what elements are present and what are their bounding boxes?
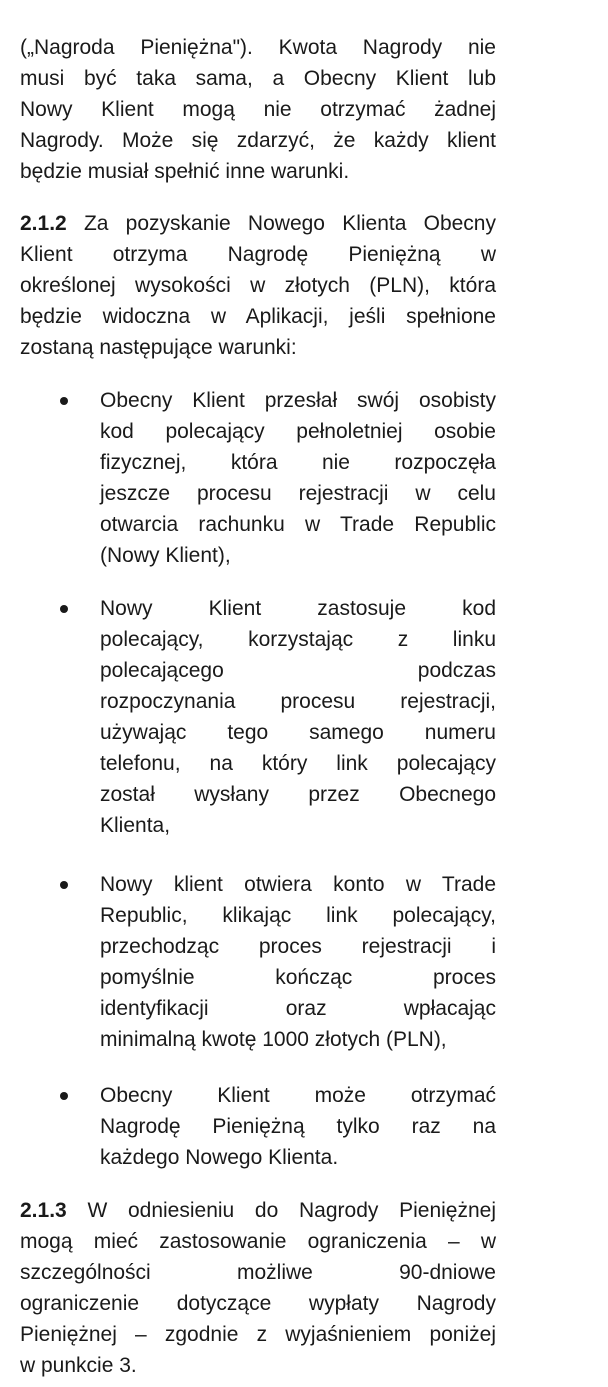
text-line	[20, 208, 496, 239]
bullet-icon	[60, 397, 68, 405]
text-line: przechodząc proces rejestracji i	[100, 935, 496, 958]
section-number: 2.1.2	[20, 212, 67, 235]
text-line: ograniczenie dotyczące wypłaty Nagrody	[20, 1292, 496, 1315]
text-fragment: W odniesieniu do Nagrody Pieniężnej	[87, 1199, 496, 1222]
text-line: otwarcia rachunku w Trade Republic	[100, 513, 496, 536]
text-line: fizycznej, która nie rozpoczęła	[100, 451, 496, 474]
text-line: szczególności możliwe 90-dniowe	[20, 1261, 496, 1284]
text-line: musi być taka sama, a Obecny Klient lub	[20, 67, 496, 90]
text-line: identyfikacji oraz wpłacając	[100, 997, 496, 1020]
text-line: mogą mieć zastosowanie ograniczenia – w	[20, 1230, 496, 1253]
text-line: Pieniężnej – zgodnie z wyjaśnieniem poniżej	[20, 1323, 496, 1346]
text-line: Nowy Klient zastosuje kod	[100, 597, 496, 620]
text-line: („Nagroda Pieniężna"). Kwota Nagrody nie	[20, 36, 496, 59]
list-item	[60, 385, 496, 571]
text-line: będzie musiał spełnić inne warunki.	[20, 160, 350, 183]
text-line: został wysłany przez Obecnego	[100, 783, 496, 806]
bullet-icon	[60, 881, 68, 889]
text-line: pomyślnie kończąc proces	[100, 966, 496, 989]
text-line: Obecny Klient może otrzymać	[100, 1084, 496, 1107]
text-line: używając tego samego numeru	[100, 721, 496, 744]
text-line: w punkcie 3.	[20, 1354, 137, 1377]
text-fragment: Za pozyskanie Nowego Klienta Obecny	[83, 212, 496, 235]
text-line: Nowy klient otwiera konto w Trade	[100, 873, 496, 896]
text-line: rozpoczynania procesu rejestracji,	[100, 690, 496, 713]
text-line: określonej wysokości w złotych (PLN), która	[20, 274, 496, 297]
bullet-icon	[60, 605, 68, 613]
section-2-1-3	[20, 1195, 496, 1381]
text-line: Obecny Klient przesłał swój osobisty	[100, 389, 496, 412]
text-line: kod polecający pełnoletniej osobie	[100, 420, 496, 443]
text-line: telefonu, na który link polecający	[100, 752, 496, 775]
text-line: polecający, korzystając z linku	[100, 628, 496, 651]
text-line: Nagrody. Może się zdarzyć, że każdy klient	[20, 129, 496, 152]
text-line: (Nowy Klient),	[100, 544, 231, 567]
text-line	[20, 1195, 496, 1226]
list-item-text	[100, 385, 496, 571]
text-line: jeszcze procesu rejestracji w celu	[100, 482, 496, 505]
list-item	[60, 593, 496, 841]
text-line: Klienta,	[100, 814, 171, 837]
text-line: będzie widoczna w Aplikacji, jeśli spełnione	[20, 305, 496, 328]
paragraph-intro	[20, 32, 496, 187]
list-item	[60, 1080, 496, 1173]
text-line: polecającego podczas	[100, 659, 496, 682]
text-line: Klient otrzyma Nagrodę Pieniężną w	[20, 243, 496, 266]
text-line: minimalną kwotę 1000 złotych (PLN),	[100, 1028, 447, 1051]
text-line: każdego Nowego Klienta.	[100, 1146, 339, 1169]
list-item-text	[100, 869, 496, 1055]
list-item-text	[100, 1080, 496, 1173]
bullet-icon	[60, 1092, 68, 1100]
list-item	[60, 869, 496, 1055]
text-line: Nagrodę Pieniężną tylko raz na	[100, 1115, 496, 1138]
text-line: Republic, klikając link polecający,	[100, 904, 496, 927]
text-line: zostaną następujące warunki:	[20, 336, 297, 359]
section-number: 2.1.3	[20, 1199, 67, 1222]
section-2-1-2	[20, 208, 496, 363]
list-item-text	[100, 593, 496, 841]
text-line: Nowy Klient mogą nie otrzymać żadnej	[20, 98, 496, 121]
